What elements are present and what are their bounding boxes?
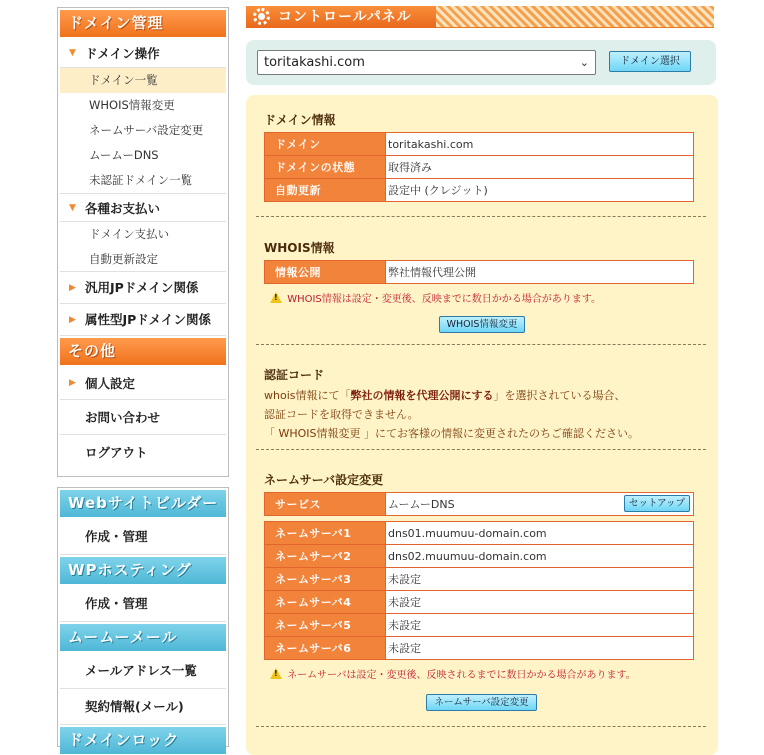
sidebar-item-wp-manage[interactable]: 作成・管理: [60, 586, 226, 622]
nameserver-title: ネームサーバ設定変更: [264, 473, 384, 487]
setup-button[interactable]: セットアップ: [624, 495, 690, 512]
page-title: コントロールパネル: [278, 9, 412, 25]
sidebar-item-domain-list[interactable]: ドメイン一覧: [60, 68, 226, 93]
auth-note-line: [264, 386, 639, 405]
divider: [256, 726, 706, 727]
sidebar-heading-other: その他: [60, 338, 226, 365]
sidebar-section-jp-general[interactable]: [60, 272, 226, 304]
table-row: [265, 637, 694, 660]
domain-select[interactable]: [257, 50, 596, 75]
table-label: 情報公開: [265, 261, 386, 284]
table-label: サービス: [265, 493, 386, 516]
table-row: [265, 568, 694, 591]
auth-note-text: whois情報にて「: [264, 389, 351, 402]
sidebar-section-personal[interactable]: [60, 367, 226, 400]
table-label: ネームサーバ2: [265, 545, 386, 568]
table-row: [265, 133, 694, 156]
sidebar-item-contact[interactable]: お問い合わせ: [60, 400, 226, 435]
auth-note-line: 「 WHOIS情報変更 」にてお客様の情報に変更されたのちご確認ください。: [264, 427, 640, 440]
domain-info-table: [264, 132, 694, 202]
table-label: 自動更新: [265, 179, 386, 202]
table-label: ネームサーバ4: [265, 591, 386, 614]
table-label: ネームサーバ6: [265, 637, 386, 660]
table-value: 取得済み: [386, 156, 694, 179]
triangle-right-icon: ▶: [69, 378, 76, 388]
header-tab: [246, 6, 436, 28]
sidebar-item-nameserver[interactable]: ネームサーバ設定変更: [89, 123, 204, 137]
sidebar-heading-mail: ムームーメール: [60, 624, 226, 651]
table-value: 未設定: [386, 637, 694, 660]
table-row: [265, 493, 694, 516]
main-panel: [246, 95, 718, 755]
sidebar-section-domain-ops[interactable]: [60, 39, 226, 68]
domain-selector-box: [246, 40, 716, 85]
table-value: toritakashi.com: [386, 133, 694, 156]
table-row: [265, 545, 694, 568]
auth-code-note: [264, 386, 639, 443]
sidebar-item-whois-change[interactable]: WHOIS情報変更: [89, 98, 175, 112]
sidebar-section-label: 個人設定: [85, 376, 136, 391]
divider: [256, 216, 706, 217]
nameserver-table: [264, 521, 694, 660]
sidebar-section-label: 属性型JPドメイン関係: [85, 312, 211, 327]
domain-select-button[interactable]: ドメイン選択: [609, 51, 691, 72]
sidebar-item-logout[interactable]: ログアウト: [85, 445, 148, 460]
table-row: [265, 522, 694, 545]
nameserver-service-table: [264, 492, 694, 516]
sidebar-item-muumuu-dns[interactable]: ムームーDNS: [89, 148, 159, 162]
table-label: ネームサーバ1: [265, 522, 386, 545]
triangle-right-icon: ▶: [69, 315, 76, 325]
table-value: dns01.muumuu-domain.com: [386, 522, 694, 545]
table-row: [265, 261, 694, 284]
warning-text: ネームサーバは設定・変更後、反映されるまでに数日かかる場合があります。: [287, 670, 636, 681]
warning-icon: [270, 668, 282, 679]
domain-select-value: toritakashi.com: [264, 55, 365, 70]
sidebar-heading-wp-hosting: WPホスティング: [60, 557, 226, 584]
sidebar-item-auto-renew[interactable]: 自動更新設定: [60, 247, 226, 272]
service-value: ムームーDNS: [388, 498, 455, 511]
table-value: 未設定: [386, 568, 694, 591]
nameserver-warning: [270, 666, 636, 681]
sidebar-section-label: ドメイン操作: [85, 46, 160, 61]
chevron-down-icon: ⌄: [579, 56, 589, 69]
whois-table: [264, 260, 694, 284]
control-panel-header: [246, 6, 714, 28]
table-value: [386, 493, 694, 516]
sidebar-heading-web-builder: Webサイトビルダー: [60, 490, 226, 517]
auth-code-title: 認証コード: [264, 368, 325, 382]
whois-change-button[interactable]: WHOIS情報変更: [439, 316, 525, 333]
nameserver-change-button[interactable]: ネームサーバ設定変更: [426, 694, 537, 711]
domain-info-title: ドメイン情報: [264, 113, 336, 127]
divider: [256, 449, 706, 450]
warning-icon: [270, 292, 282, 303]
sidebar-domain-menu: [57, 7, 229, 477]
table-label: ドメイン: [265, 133, 386, 156]
sidebar-services-menu: [57, 487, 229, 747]
table-label: ネームサーバ5: [265, 614, 386, 637]
table-value: dns02.muumuu-domain.com: [386, 545, 694, 568]
table-row: [265, 591, 694, 614]
table-row: [265, 156, 694, 179]
warning-text: WHOIS情報は設定・変更後、反映までに数日かかる場合があります。: [287, 294, 601, 305]
sidebar-item-mail-contract[interactable]: 契約情報(メール): [60, 689, 226, 725]
table-value: 未設定: [386, 614, 694, 637]
table-value: 弊社情報代理公開: [386, 261, 694, 284]
auth-note-text: 」を選択されている場合、: [493, 389, 626, 402]
table-value: 設定中 (クレジット): [386, 179, 694, 202]
whois-warning: [270, 290, 601, 305]
sidebar-section-label: 汎用JPドメイン関係: [85, 280, 199, 295]
sidebar-item-mail-list[interactable]: メールアドレス一覧: [60, 653, 226, 689]
sidebar-heading-domain-lock: ドメインロック: [60, 727, 226, 754]
divider: [256, 344, 706, 345]
sidebar-heading-domain: ドメイン管理: [60, 10, 226, 37]
table-label: ドメインの状態: [265, 156, 386, 179]
triangle-right-icon: ▶: [69, 283, 76, 293]
sidebar-item-domain-payment[interactable]: ドメイン支払い: [89, 227, 170, 241]
auth-note-line: 認証コードを取得できません。: [264, 408, 419, 421]
table-value: 未設定: [386, 591, 694, 614]
triangle-down-icon: ▼: [69, 203, 76, 213]
sidebar-section-payments[interactable]: [60, 193, 226, 222]
sidebar-section-jp-attr[interactable]: [60, 304, 226, 336]
table-label: ネームサーバ3: [265, 568, 386, 591]
gear-icon: [253, 8, 270, 25]
auth-note-bold: 弊社の情報を代理公開にする: [350, 389, 494, 402]
sidebar-item-unverified[interactable]: 未認証ドメイン一覧: [89, 173, 193, 187]
table-row: [265, 179, 694, 202]
whois-title: WHOIS情報: [264, 241, 335, 255]
table-row: [265, 614, 694, 637]
sidebar-section-label: 各種お支払い: [85, 201, 161, 216]
triangle-down-icon: ▼: [69, 48, 76, 58]
sidebar-item-web-builder-manage[interactable]: 作成・管理: [60, 519, 226, 555]
